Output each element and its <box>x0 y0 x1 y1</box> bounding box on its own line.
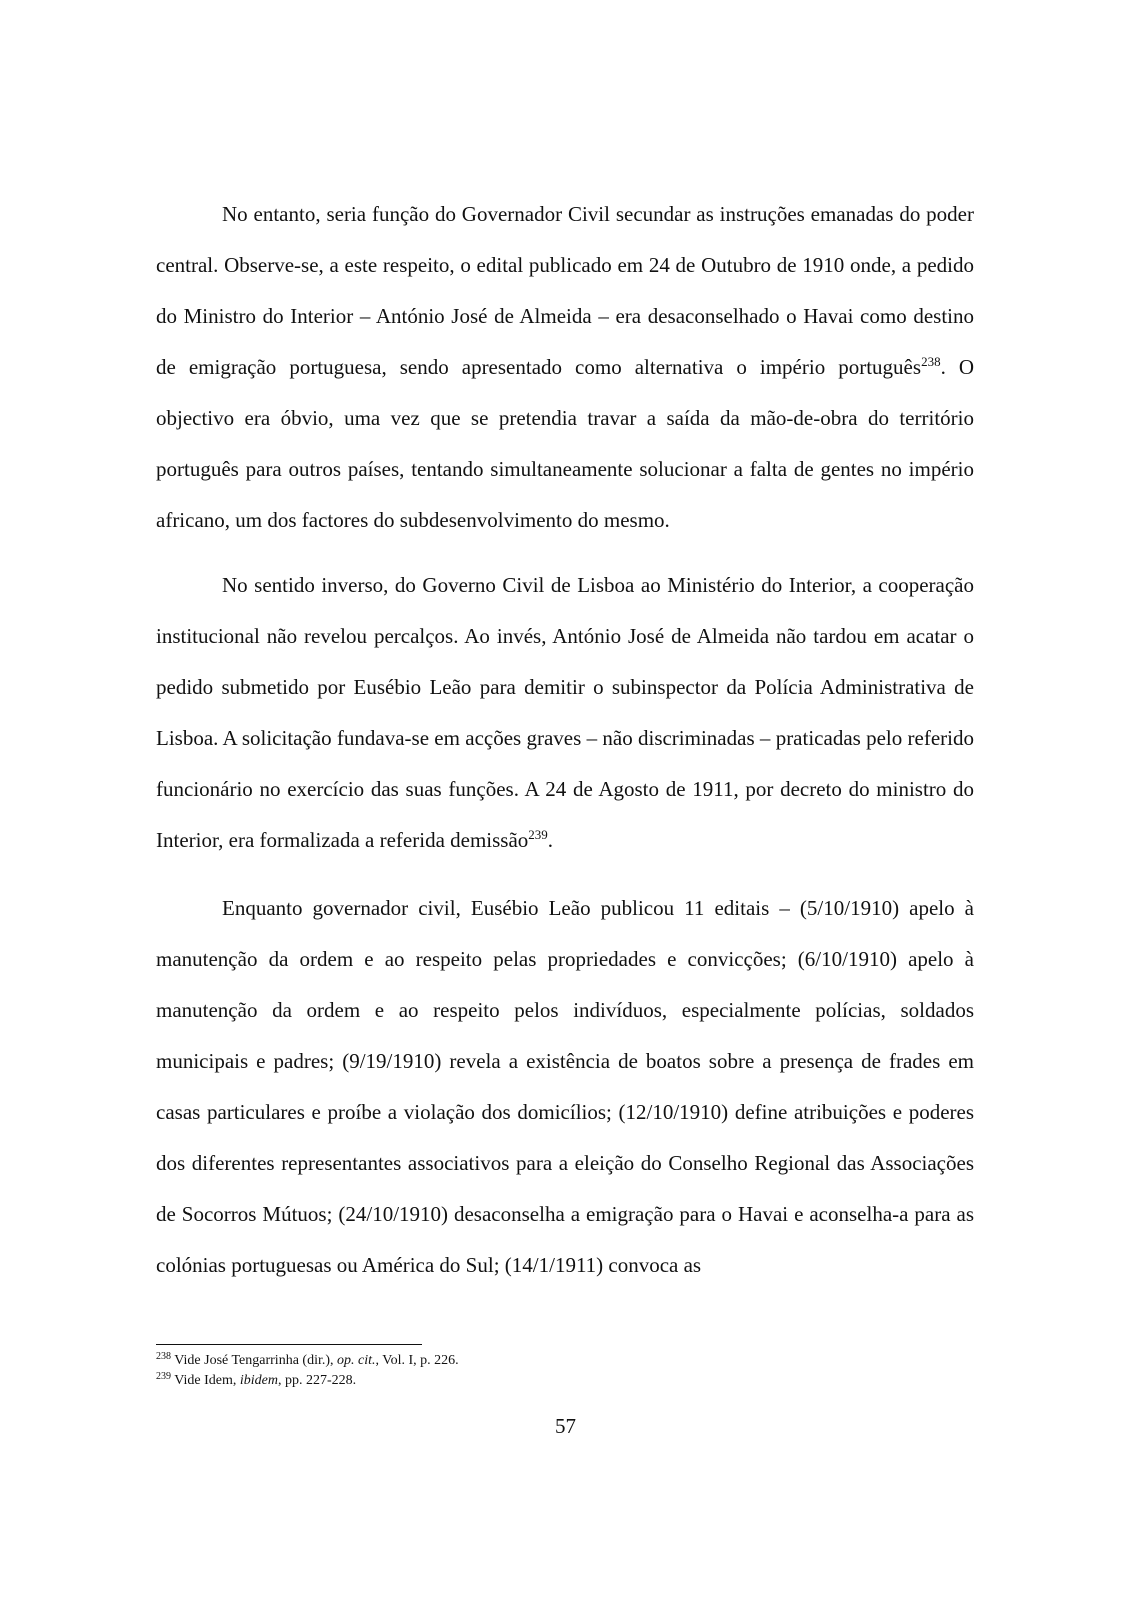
paragraph-1 <box>156 189 974 546</box>
paragraph-3 <box>156 883 974 1291</box>
paragraph-3-text: Enquanto governador civil, Eusébio Leão publicou 11 editais – (5/10/1910) apelo à manutenção da ordem e ao respeito pelas propriedades e convicções; (6/10/1910) apelo à manutenção da ordem e ao respeito pelos indivíduos, especialmente polícias, soldados municipais e padres; (9/19/1910) revela a existência de boatos sobre a presença de frades em casas particulares e proíbe a violação dos domicílios; (12/10/1910) define atribuições e poderes dos diferentes representantes associativos para a eleição do Conselho Regional das Associações de Socorros Mútuos; (24/10/1910) desaconselha a emigração para o Havai e aconselha-a para as colónias portuguesas ou América do Sul; (14/1/1911) convoca as <box>156 896 974 1277</box>
footnote-239: $^{239}$ Vide Idem, ibidem, pp. 227-228. <box>156 1371 357 1388</box>
page-number: 57 <box>555 1414 576 1438</box>
footnote-divider <box>156 1344 422 1345</box>
footnotes <box>156 1351 974 1391</box>
paragraph-2-text: No sentido inverso, do Governo Civil de Lisboa ao Ministério do Interior, a cooperação institucional não revelou percalços. Ao invés, António José de Almeida não tardou em acatar o pedido submetido por Eusébio Leão para demitir o subinspector da Polícia Administrativa de Lisboa. A solicitação fundava-se em acções graves – não discriminadas – praticadas pelo referido funcionário no exercício das suas funções. A 24 de Agosto de 1911, por decreto do ministro do Interior, era formalizada a referida demissão$^{239}$. <box>156 573 974 852</box>
paragraph-2 <box>156 560 974 866</box>
footnote-ref-238: 238 <box>921 354 941 369</box>
footnote-ref-239: 239 <box>528 827 548 842</box>
paragraph-1-text: No entanto, seria função do Governador Civil secundar as instruções emanadas do poder central. Observe-se, a este respeito, o edital publicado em 24 de Outubro de 1910 onde, a pedido do Ministro do Interior – António José de Almeida – era desaconselhado o Havai como destino de emigração portuguesa, sendo apresentado como alternativa o império português$^{238}$. O objectivo era óbvio, uma vez que se pretendia travar a saída da mão-de-obra do território português para outros países, tentando simultaneamente solucionar a falta de gentes no império africano, um dos factores do subdesenvolvimento do mesmo. <box>156 202 975 532</box>
footnote-238: $^{238}$ Vide José Tengarrinha (dir.), op. cit., Vol. I, p. 226. <box>156 1351 459 1368</box>
